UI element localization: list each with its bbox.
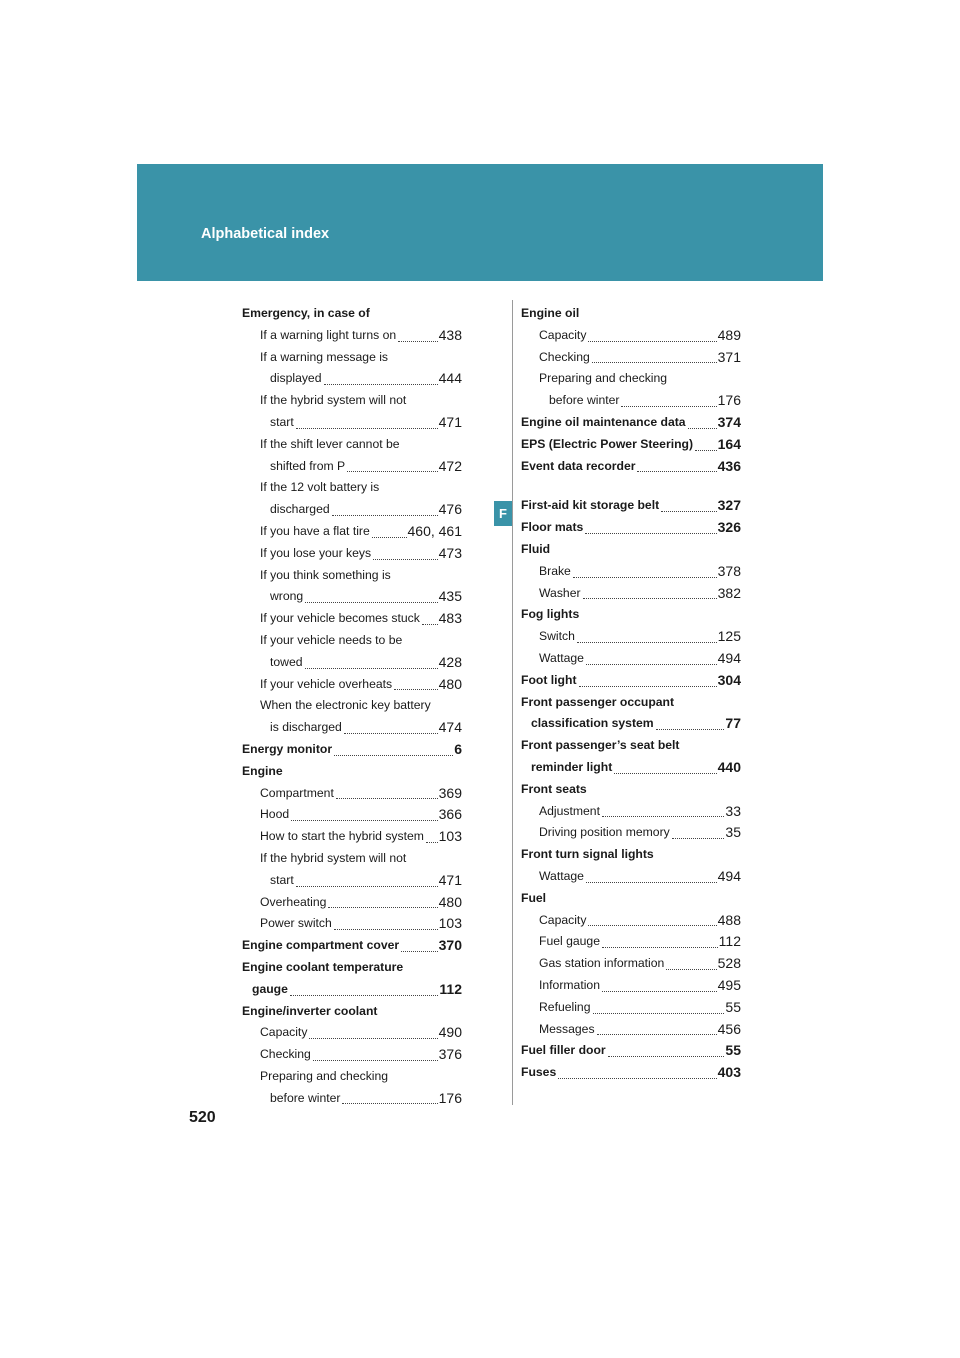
index-entry[interactable] — [242, 935, 462, 957]
dot-leader — [305, 592, 437, 603]
entry-text: Wattage — [539, 868, 584, 883]
dot-leader — [334, 919, 438, 930]
index-subentry[interactable] — [521, 325, 741, 347]
dot-leader — [394, 679, 438, 690]
entry-text: Fuel filler door — [521, 1043, 606, 1058]
index-entry — [521, 539, 741, 561]
entry-text: If the hybrid system will not — [260, 850, 407, 865]
entry-text: Fog lights — [521, 607, 580, 622]
entry-text: Messages — [539, 1021, 595, 1036]
dot-leader — [579, 676, 717, 687]
dot-leader — [593, 1003, 725, 1014]
column-divider — [512, 300, 513, 1105]
index-entry[interactable] — [521, 1040, 741, 1062]
dot-leader — [672, 828, 725, 839]
page-ref[interactable]: 472 — [438, 457, 462, 474]
entry-text: discharged — [270, 502, 330, 517]
index-subentry[interactable] — [242, 870, 462, 892]
entry-text: How to start the hybrid system — [260, 829, 424, 844]
dot-leader — [656, 719, 725, 730]
page-ref[interactable]: 494 — [717, 649, 741, 666]
index-subentry[interactable] — [242, 913, 462, 935]
page-ref[interactable]: 376 — [438, 1046, 462, 1063]
index-entry[interactable] — [521, 670, 741, 692]
entry-text: If the hybrid system will not — [260, 393, 407, 408]
entry-text: towed — [270, 654, 303, 669]
index-subentry — [521, 368, 741, 390]
index-subentry[interactable] — [242, 804, 462, 826]
entry-text: EPS (Electric Power Steering) — [521, 436, 694, 451]
dot-leader — [373, 549, 438, 560]
entry-text: Preparing and checking — [539, 371, 668, 386]
entry-text: Hood — [260, 807, 290, 822]
index-subentry[interactable] — [242, 652, 462, 674]
index-subentry[interactable] — [521, 561, 741, 583]
index-entry[interactable] — [521, 1062, 741, 1084]
index-subentry[interactable] — [242, 412, 462, 434]
entry-text: Brake — [539, 563, 571, 578]
index-subentry[interactable] — [521, 975, 741, 997]
index-entry[interactable] — [521, 757, 741, 779]
entry-text: If you lose your keys — [260, 545, 372, 560]
page-ref[interactable]: 112 — [439, 980, 462, 997]
dot-leader — [296, 876, 438, 887]
dot-leader — [291, 810, 438, 821]
page-ref[interactable]: 471 — [438, 871, 462, 888]
entry-text: start — [270, 872, 294, 887]
page-title: Alphabetical index — [201, 226, 330, 242]
entry-text: Fluid — [521, 541, 551, 556]
page-ref[interactable]: 440 — [717, 758, 741, 775]
entry-text: If you think something is — [260, 567, 391, 582]
index-subentry[interactable] — [521, 953, 741, 975]
entry-text: If a warning light turns on — [260, 327, 397, 342]
page-ref[interactable]: 480 — [438, 893, 462, 910]
entry-text: Front seats — [521, 781, 587, 796]
index-entry — [242, 761, 462, 783]
entry-text: classification system — [531, 716, 654, 731]
dot-leader — [336, 788, 438, 799]
index-subentry — [242, 1066, 462, 1088]
entry-text: Energy monitor — [242, 741, 333, 756]
dot-leader — [602, 806, 724, 817]
dot-leader — [614, 763, 716, 774]
index-subentry[interactable] — [242, 1088, 462, 1110]
index-entry — [521, 779, 741, 801]
index-entry[interactable] — [521, 713, 741, 735]
entry-text: Adjustment — [539, 803, 600, 818]
entry-text: Compartment — [260, 785, 334, 800]
index-entry[interactable] — [521, 456, 741, 478]
entry-text: Refueling — [539, 999, 591, 1014]
index-entry — [521, 303, 741, 325]
entry-text: Washer — [539, 585, 581, 600]
dot-leader — [608, 1046, 725, 1057]
entry-text: Engine compartment cover — [242, 938, 400, 953]
index-subentry[interactable] — [242, 892, 462, 914]
dot-leader — [597, 1024, 717, 1035]
page-ref[interactable]: 382 — [717, 584, 741, 601]
dot-leader — [585, 523, 716, 534]
dot-leader — [592, 352, 717, 363]
entry-text: Engine/inverter coolant — [242, 1003, 378, 1018]
entry-text: If your vehicle becomes stuck — [260, 611, 420, 626]
entry-text: Fuses — [521, 1065, 557, 1080]
dot-leader — [328, 897, 437, 908]
index-subentry[interactable] — [242, 325, 462, 347]
dot-leader — [688, 418, 717, 429]
page-ref[interactable]: 403 — [717, 1064, 741, 1081]
entry-text: Checking — [260, 1047, 311, 1062]
page-ref[interactable]: 473 — [438, 544, 462, 561]
index-entry — [521, 844, 741, 866]
entry-text: If you have a flat tire — [260, 523, 370, 538]
dot-leader — [661, 501, 716, 512]
index-entry — [521, 692, 741, 714]
page-ref[interactable]: 103 — [438, 915, 462, 932]
dot-leader — [637, 461, 716, 472]
dot-leader — [602, 981, 717, 992]
entry-text: Capacity — [539, 912, 587, 927]
dot-leader — [344, 723, 438, 734]
index-subentry[interactable] — [521, 583, 741, 605]
entry-text: Switch — [539, 629, 575, 644]
entry-text: Capacity — [539, 327, 587, 342]
index-entry — [521, 735, 741, 757]
page-ref[interactable]: 176 — [438, 1089, 462, 1106]
index-subentry[interactable] — [242, 456, 462, 478]
index-subentry — [242, 565, 462, 587]
index-subentry[interactable] — [242, 674, 462, 696]
index-subentry — [242, 477, 462, 499]
page-ref[interactable]: 176 — [717, 392, 741, 409]
index-subentry — [242, 434, 462, 456]
letter-tab[interactable]: F — [494, 501, 512, 526]
index-subentry[interactable] — [242, 368, 462, 390]
page-ref[interactable]: 528 — [717, 955, 741, 972]
index-subentry — [242, 848, 462, 870]
entry-text: Overheating — [260, 894, 327, 909]
page-ref[interactable]: 444 — [438, 370, 462, 387]
page-ref[interactable]: 370 — [438, 937, 462, 954]
index-subentry[interactable] — [521, 866, 741, 888]
dot-leader — [372, 527, 407, 538]
entry-text: Engine oil — [521, 306, 580, 320]
dot-leader — [422, 614, 438, 625]
dot-leader — [334, 745, 453, 756]
entry-text: Event data recorder — [521, 458, 636, 473]
entry-text: Capacity — [260, 1025, 308, 1040]
entry-text: Wattage — [539, 650, 584, 665]
dot-leader — [309, 1028, 437, 1039]
entry-text: Gas station information — [539, 956, 665, 971]
page-ref[interactable]: 480 — [438, 675, 462, 692]
entry-text: shifted from P — [270, 458, 346, 473]
index-subentry — [242, 630, 462, 652]
dot-leader — [332, 505, 438, 516]
entry-text: wrong — [270, 589, 304, 604]
index-subentry[interactable] — [242, 499, 462, 521]
entry-text: before winter — [549, 393, 620, 408]
page-ref[interactable]: 471 — [438, 413, 462, 430]
index-subentry[interactable] — [521, 347, 741, 369]
index-subentry[interactable] — [242, 521, 462, 543]
entry-text: Checking — [539, 349, 590, 364]
index-subentry[interactable] — [521, 931, 741, 953]
index-entry[interactable] — [242, 979, 462, 1001]
dot-leader — [401, 941, 438, 952]
page-ref[interactable]: 125 — [717, 628, 741, 645]
entry-text: reminder light — [531, 759, 613, 774]
page-ref[interactable]: 366 — [438, 806, 462, 823]
page-ref[interactable]: 55 — [725, 998, 741, 1015]
index-entry[interactable] — [521, 517, 741, 539]
section-gap — [521, 477, 741, 495]
page-ref[interactable]: 35 — [725, 824, 741, 841]
index-entry — [521, 888, 741, 910]
entry-text: gauge — [252, 981, 288, 996]
page-ref[interactable]: 460, 461 — [407, 522, 462, 539]
entry-text: Information — [539, 977, 600, 992]
entry-text: Fuel gauge — [539, 934, 600, 949]
entry-text: is discharged — [270, 720, 342, 735]
entry-text: Preparing and checking — [260, 1068, 389, 1083]
page-ref[interactable]: 103 — [438, 828, 462, 845]
entry-text: Floor mats — [521, 520, 584, 535]
page-ref[interactable]: 371 — [717, 348, 741, 365]
page-ref[interactable]: 483 — [438, 610, 462, 627]
entry-text: Front passenger occupant — [521, 694, 675, 709]
page-ref[interactable]: 494 — [717, 867, 741, 884]
page-ref[interactable]: 456 — [717, 1020, 741, 1037]
index-entry[interactable] — [242, 739, 462, 761]
dot-leader — [573, 567, 717, 578]
entry-text: If your vehicle needs to be — [260, 632, 403, 647]
entry-text: When the electronic key battery — [260, 698, 431, 713]
page-number: 520 — [189, 1109, 216, 1126]
entry-text: If a warning message is — [260, 349, 389, 364]
index-entry — [242, 1001, 462, 1023]
index-subentry[interactable] — [242, 783, 462, 805]
index-subentry — [242, 347, 462, 369]
dot-leader — [290, 985, 439, 996]
index-subentry[interactable] — [242, 1022, 462, 1044]
index-subentry[interactable] — [521, 801, 741, 823]
dot-leader — [342, 1093, 437, 1104]
index-subentry[interactable] — [521, 390, 741, 412]
entry-text: Front passenger’s seat belt — [521, 738, 680, 753]
header-banner — [137, 164, 823, 281]
entry-text: displayed — [270, 371, 322, 386]
dot-leader — [398, 331, 437, 342]
index-subentry[interactable] — [242, 543, 462, 565]
index-entry[interactable] — [521, 434, 741, 456]
page-ref[interactable]: 488 — [717, 911, 741, 928]
dot-leader — [586, 872, 717, 883]
index-entry — [242, 957, 462, 979]
dot-leader — [313, 1050, 438, 1061]
entry-text: Engine oil maintenance data — [521, 414, 686, 429]
page-ref[interactable]: 326 — [717, 519, 741, 536]
page-ref[interactable]: 112 — [718, 933, 741, 950]
entry-text: Driving position memory — [539, 825, 670, 840]
index-subentry[interactable] — [521, 910, 741, 932]
entry-text: Fuel — [521, 890, 547, 905]
dot-leader — [347, 461, 437, 472]
page-ref[interactable]: 474 — [438, 719, 462, 736]
entry-text: Foot light — [521, 672, 577, 687]
entry-text: Front turn signal lights — [521, 847, 654, 862]
dot-leader — [426, 832, 438, 843]
dot-leader — [602, 937, 718, 948]
dot-leader — [558, 1068, 716, 1079]
index-subentry[interactable] — [242, 586, 462, 608]
dot-leader — [621, 396, 716, 407]
page-ref[interactable]: 490 — [438, 1024, 462, 1041]
page-ref[interactable]: 327 — [717, 497, 741, 514]
page-ref[interactable]: 495 — [717, 976, 741, 993]
dot-leader — [305, 658, 438, 669]
index-subentry[interactable] — [521, 648, 741, 670]
entry-text: start — [270, 414, 294, 429]
page-ref[interactable]: 436 — [717, 457, 741, 474]
index-subentry[interactable] — [242, 717, 462, 739]
page-ref[interactable]: 489 — [717, 326, 741, 343]
page-ref[interactable]: 438 — [438, 326, 462, 343]
entry-text: If the 12 volt battery is — [260, 480, 380, 495]
page-ref[interactable]: 77 — [725, 715, 741, 732]
dot-leader — [588, 331, 716, 342]
index-subentry[interactable] — [521, 1019, 741, 1041]
page-ref[interactable]: 6 — [454, 740, 462, 757]
index-subentry — [242, 390, 462, 412]
index-subentry[interactable] — [242, 1044, 462, 1066]
entry-text: If the shift lever cannot be — [260, 436, 400, 451]
page-ref[interactable]: 435 — [438, 588, 462, 605]
entry-text: Emergency, in case of — [242, 306, 370, 320]
page-ref[interactable]: 476 — [438, 501, 462, 518]
index-subentry[interactable] — [521, 626, 741, 648]
index-column-right — [521, 303, 741, 1084]
index-subentry[interactable] — [242, 826, 462, 848]
page-ref[interactable]: 428 — [438, 653, 462, 670]
dot-leader — [577, 632, 717, 643]
dot-leader — [296, 418, 438, 429]
entry-text: Engine coolant temperature — [242, 959, 404, 974]
index-entry[interactable] — [521, 495, 741, 517]
page-ref[interactable]: 378 — [717, 562, 741, 579]
index-entry[interactable] — [521, 412, 741, 434]
page-ref[interactable]: 33 — [725, 802, 741, 819]
dot-leader — [666, 959, 716, 970]
dot-leader — [583, 588, 717, 599]
entry-text: First-aid kit storage belt — [521, 498, 660, 513]
page-ref[interactable]: 369 — [438, 784, 462, 801]
index-entry — [521, 604, 741, 626]
dot-leader — [588, 915, 716, 926]
index-subentry[interactable] — [521, 997, 741, 1019]
page-ref[interactable]: 374 — [717, 413, 741, 430]
page-ref[interactable]: 55 — [725, 1042, 741, 1059]
index-subentry[interactable] — [242, 608, 462, 630]
index-subentry[interactable] — [521, 822, 741, 844]
dot-leader — [324, 374, 438, 385]
index-entry — [242, 303, 462, 325]
index-column-left — [242, 303, 462, 1109]
page-ref[interactable]: 304 — [717, 671, 741, 688]
entry-text: Engine — [242, 763, 283, 778]
dot-leader — [586, 654, 717, 665]
index-subentry — [242, 695, 462, 717]
entry-text: If your vehicle overheats — [260, 676, 393, 691]
page-ref[interactable]: 164 — [717, 435, 741, 452]
entry-text: before winter — [270, 1090, 341, 1105]
entry-text: Power switch — [260, 916, 332, 931]
dot-leader — [695, 440, 717, 451]
